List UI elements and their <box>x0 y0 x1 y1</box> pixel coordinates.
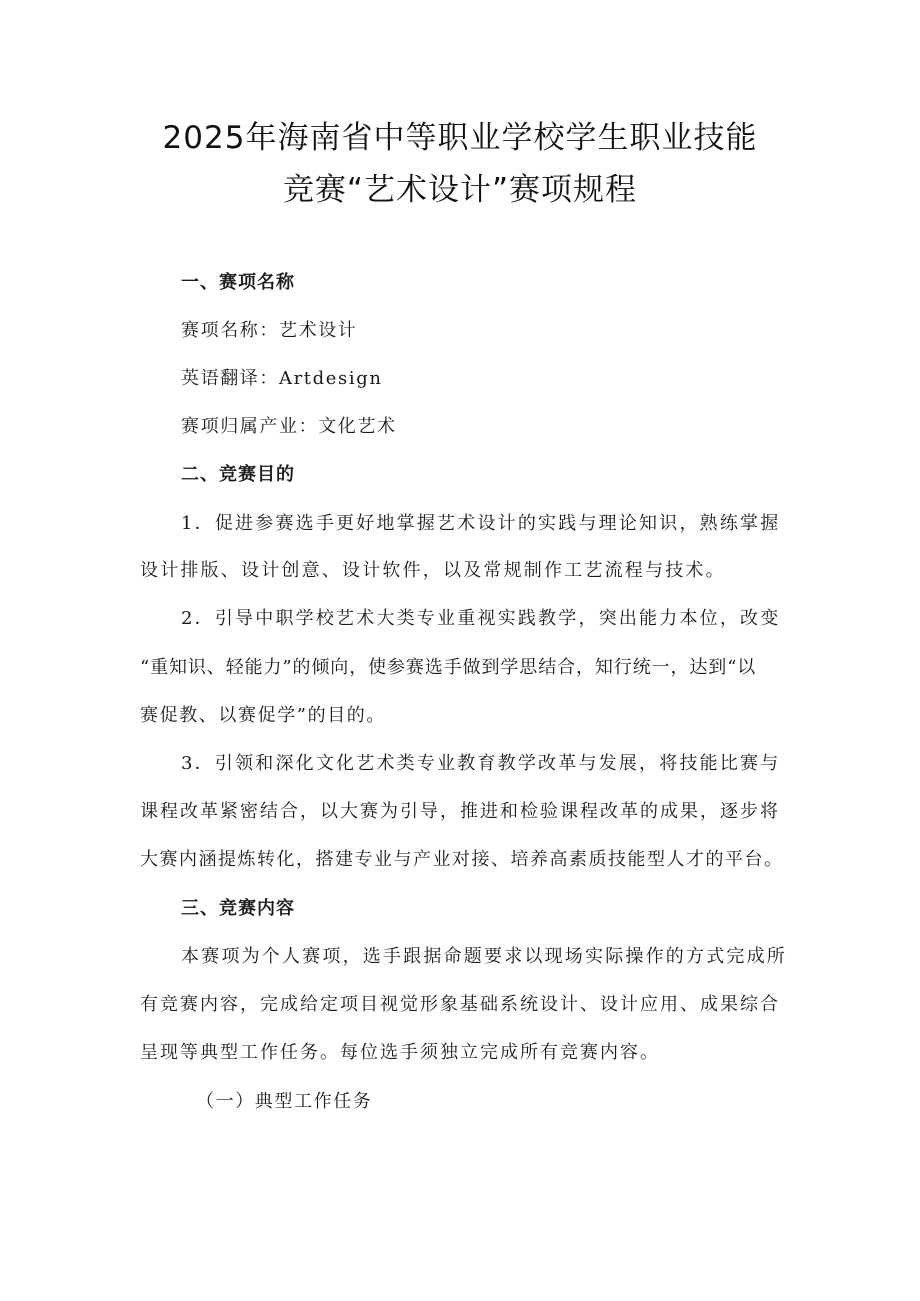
purpose-3-line-2: 课程改革紧密结合，以大赛为引导，推进和检验课程改革的成果，逐步将 <box>140 801 780 822</box>
purpose-3-line-3: 大赛内涵提炼转化，搭建专业与产业对接、培养高素质技能型人才的平台。 <box>140 849 784 870</box>
content-line-1: 本赛项为个人赛项，选手跟据命题要求以现场实际操作的方式完成所 <box>181 946 787 967</box>
section-heading-purpose: 二、竞赛目的 <box>181 464 295 485</box>
document-title-line-1: 2025年海南省中等职业学校学生职业技能 <box>162 120 758 156</box>
purpose-2-line-2: “重知识、轻能力”的倾向，使参赛选手做到学思结合，知行统一，达到“以 <box>140 657 757 678</box>
section-heading-content: 三、竞赛内容 <box>181 898 295 919</box>
section-heading-event-name: 一、赛项名称 <box>181 272 295 293</box>
purpose-2-line-3: 赛促教、以赛促学”的目的。 <box>140 705 387 726</box>
content-line-2: 有竞赛内容，完成给定项目视觉形象基础系统设计、设计应用、成果综合 <box>140 994 780 1015</box>
document-title-line-2: 竞赛“艺术设计”赛项规程 <box>282 172 638 208</box>
event-name-item: 赛项名称：艺术设计 <box>181 320 358 341</box>
purpose-3-line-1: 3．引领和深化文化艺术类专业教育教学改革与发展，将技能比赛与 <box>181 753 781 774</box>
content-line-3: 呈现等典型工作任务。每位选手须独立完成所有竞赛内容。 <box>140 1042 660 1063</box>
industry-item: 赛项归属产业：文化艺术 <box>181 416 397 437</box>
subsection-typical-tasks: （一）典型工作任务 <box>196 1091 373 1112</box>
purpose-1-line-1: 1．促进参赛选手更好地掌握艺术设计的实践与理论知识，熟练掌握 <box>181 513 781 534</box>
purpose-2-line-1: 2．引导中职学校艺术大类专业重视实践教学，突出能力本位，改变 <box>181 608 781 629</box>
english-translation-item: 英语翻译：Artdesign <box>181 368 383 389</box>
purpose-1-line-2: 设计排版、设计创意、设计软件，以及常规制作工艺流程与技术。 <box>140 560 726 581</box>
